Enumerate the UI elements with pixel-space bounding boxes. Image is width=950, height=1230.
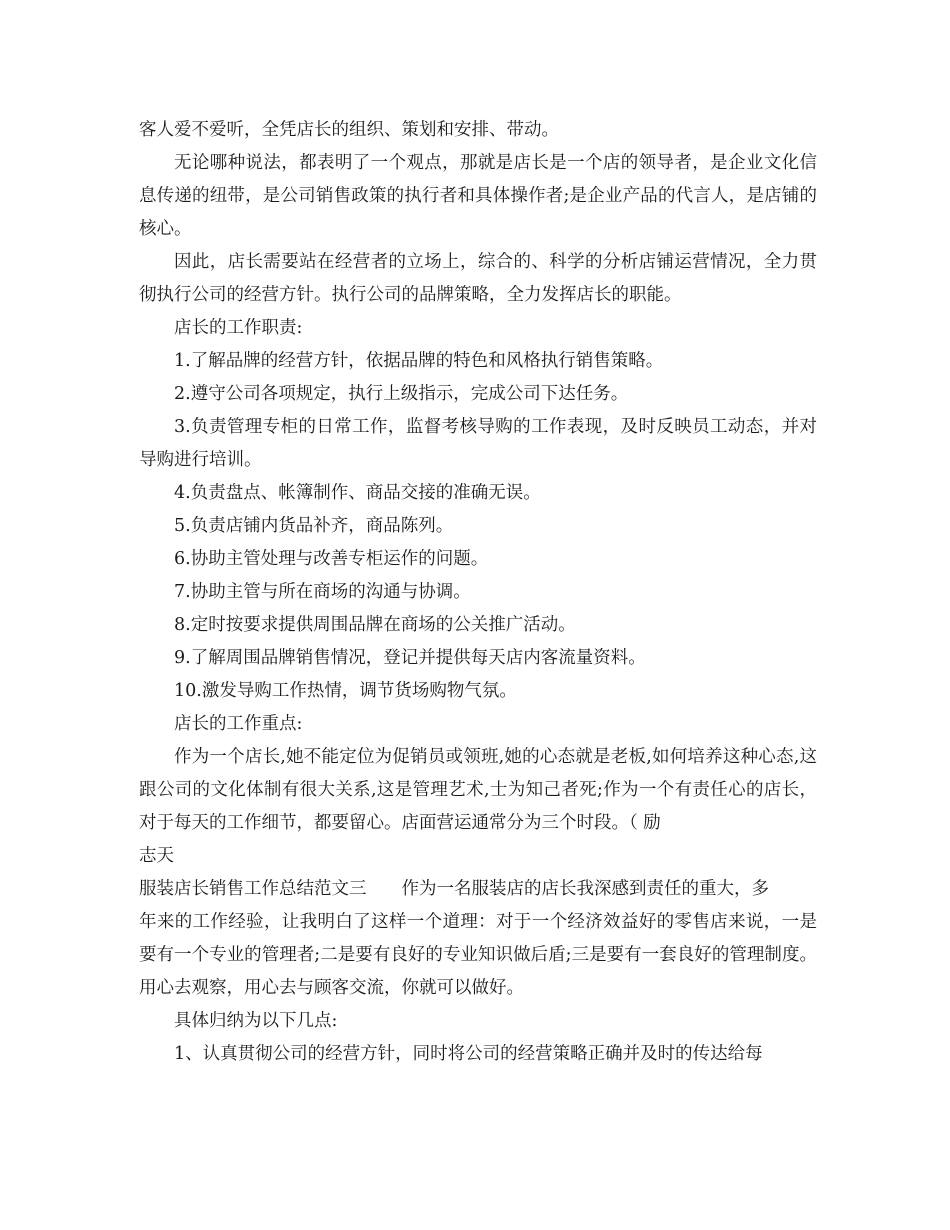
- list-item: 4.负责盘点、帐簿制作、商品交接的准确无误。: [174, 483, 541, 503]
- list-item: 1.了解品牌的经营方针，依据品牌的特色和风格执行销售策略。: [174, 351, 664, 371]
- paragraph: 因此，店长需要站在经营者的立场上，综合的、科学的分析店铺运营情况，全力贯彻执行公司的经营方针。执行公司的品牌策略，全力发挥店长的职能。: [139, 252, 817, 305]
- list-item: 8.定时按要求提供周围品牌在商场的公关推广活动。: [174, 615, 576, 635]
- list-item: 9.了解周围品牌销售情况，登记并提供每天店内客流量资料。: [174, 648, 646, 668]
- list-item: 3.负责管理专柜的日常工作，监督考核导购的工作表现，及时反映员工动态，并对导购进行培训。: [139, 417, 817, 470]
- paragraph-fragment: 志天: [139, 846, 174, 866]
- paragraph: 无论哪种说法，都表明了一个观点，那就是店长是一个店的领导者，是企业文化信息传递的纽带，是公司销售政策的执行者和具体操作者;是企业产品的代言人，是店铺的核心。: [139, 153, 817, 239]
- list-item: 7.协助主管与所在商场的沟通与协调。: [174, 582, 471, 602]
- section-title-line: 服装店长销售工作总结范文三 作为一名服装店的店长我深感到责任的重大，多: [139, 879, 769, 899]
- paragraph: 作为一个店长,她不能定位为促销员或领班,她的心态就是老板,如何培养这种心态,这跟公司的文化体制有很大关系,这是管理艺术,士为知己者死;作为一个有责任心的店长，对于每天的工作细节，都要留心。店面营运通常分为三个时段。（ 励: [139, 747, 817, 833]
- list-item: 10.激发导购工作热情，调节货场购物气氛。: [174, 681, 517, 701]
- list-item: 2.遵守公司各项规定，执行上级指示，完成公司下达任务。: [174, 384, 629, 404]
- paragraph: 年来的工作经验，让我明白了这样一个道理：对于一个经济效益好的零售店来说，一是要有一个专业的管理者;二是要有良好的专业知识做后盾;三是要有一套良好的管理制度。 用心去观察，用心去与顾客交流，你就可以做好。: [139, 912, 817, 998]
- section-heading: 店长的工作职责:: [174, 318, 303, 338]
- paragraph: 客人爱不爱听，全凭店长的组织、策划和安排、带动。: [139, 120, 559, 140]
- document-body: [139, 114, 817, 1071]
- section-heading: 店长的工作重点:: [174, 714, 303, 734]
- list-item: 1、认真贯彻公司的经营方针，同时将公司的经营策略正确并及时的传达给每: [174, 1044, 763, 1064]
- list-item: 6.协助主管处理与改善专柜运作的问题。: [174, 549, 489, 569]
- section-heading: 具体归纳为以下几点:: [174, 1011, 338, 1031]
- list-item: 5.负责店铺内货品补齐，商品陈列。: [174, 516, 454, 536]
